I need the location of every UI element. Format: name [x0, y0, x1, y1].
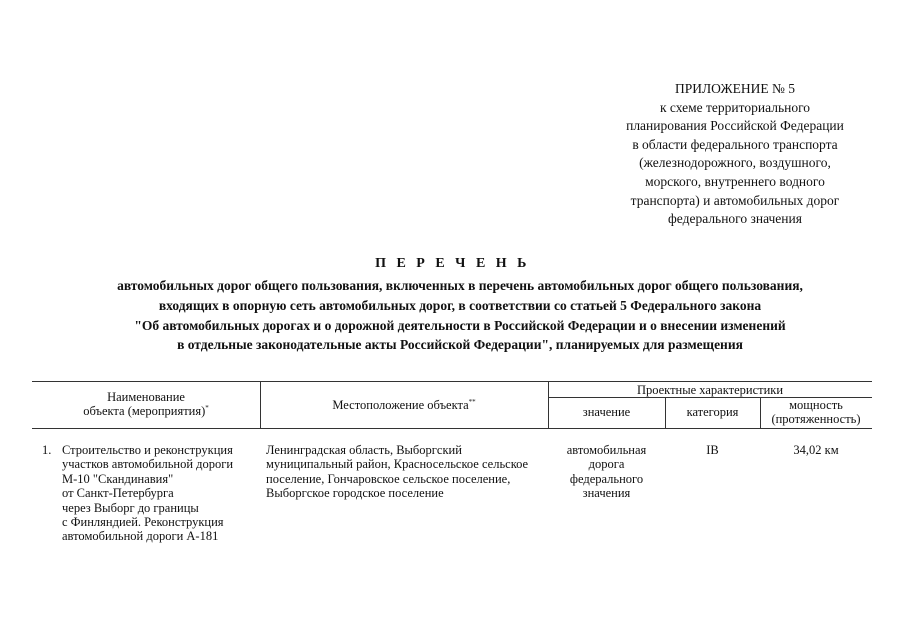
annex-block — [590, 80, 880, 229]
header-project-label: Проектные характеристики — [636, 383, 784, 397]
document-subtitle — [40, 276, 880, 355]
header-location — [260, 398, 548, 412]
table-header-bottom-border — [32, 428, 872, 429]
subtitle-line: в отдельные законодательные акты Российской Федерации", планируемых для размещения — [177, 337, 743, 353]
row-name-line: М-10 "Скандинавия" — [62, 471, 174, 486]
header-value — [548, 405, 665, 419]
header-location-label: Местоположение объекта — [332, 398, 469, 412]
subtitle-line: автомобильных дорог общего пользования, включенных в перечень автомобильных дорог общего пользования, — [117, 278, 803, 293]
annex-line: (железнодорожного, воздушного, — [639, 155, 831, 171]
row-name — [62, 443, 257, 544]
row-value-line: значения — [582, 486, 631, 501]
footnote-mark: * — [205, 403, 209, 412]
row-value-line: дорога — [588, 457, 625, 472]
annex-line: планирования Российской Федерации — [626, 118, 844, 134]
row-name-line: автомобильной дороги А-181 — [62, 529, 219, 544]
row-value-line: федерального — [569, 471, 644, 486]
row-name-line: от Санкт-Петербурга — [62, 486, 174, 501]
row-value — [548, 443, 665, 501]
subtitle-line: входящих в опорную сеть автомобильных дорог, в соответствии со статьей 5 Федерального закона — [158, 297, 762, 313]
subtitle-line: "Об автомобильных дорогах и о дорожной деятельности в Российской Федерации и о внесении изменений — [134, 317, 786, 333]
footnote-mark: ** — [468, 397, 476, 406]
header-project — [548, 383, 872, 397]
header-name — [32, 390, 260, 418]
row-category: IB — [706, 443, 719, 457]
row-value-line: автомобильная — [566, 443, 647, 457]
header-capacity — [760, 398, 872, 426]
header-capacity-line: мощность — [789, 398, 843, 412]
annex-line: к схеме территориального — [659, 99, 811, 115]
row-location-line: Выборгское городское поселение — [266, 486, 444, 501]
header-name-line: Наименование — [107, 390, 185, 404]
row-name-line: Строительство и реконструкция — [62, 443, 233, 457]
row-capacity: 34,02 км — [793, 443, 839, 457]
table-top-border — [32, 381, 872, 382]
annex-line: морского, внутреннего водного — [645, 173, 825, 189]
row-location-line: муниципальный район, Красносельское сельское — [266, 457, 529, 472]
header-name-line: объекта (мероприятия)* — [83, 403, 209, 418]
header-capacity-line: (протяженность) — [771, 412, 861, 426]
row-number: 1. — [42, 443, 52, 457]
row-name-line: через Выборг до границы — [62, 500, 199, 515]
header-category-label: категория — [686, 405, 739, 419]
header-value-label: значение — [582, 405, 631, 419]
annex-line: транспорта) и автомобильных дорог — [630, 192, 840, 208]
document-title: П Е Р Е Ч Е Н Ь — [375, 256, 530, 271]
row-location — [266, 443, 546, 501]
row-location-line: Ленинградская область, Выборгский — [266, 443, 462, 457]
header-category — [665, 405, 760, 419]
row-name-line: с Финляндией. Реконструкция — [62, 515, 224, 530]
row-location-line: поселение, Гончаровское сельское поселение, — [266, 471, 511, 486]
annex-line: в области федерального транспорта — [632, 136, 838, 152]
row-name-line: участков автомобильной дороги — [62, 457, 234, 472]
annex-line: ПРИЛОЖЕНИЕ № 5 — [674, 81, 796, 96]
annex-line: федерального значения — [668, 211, 802, 227]
